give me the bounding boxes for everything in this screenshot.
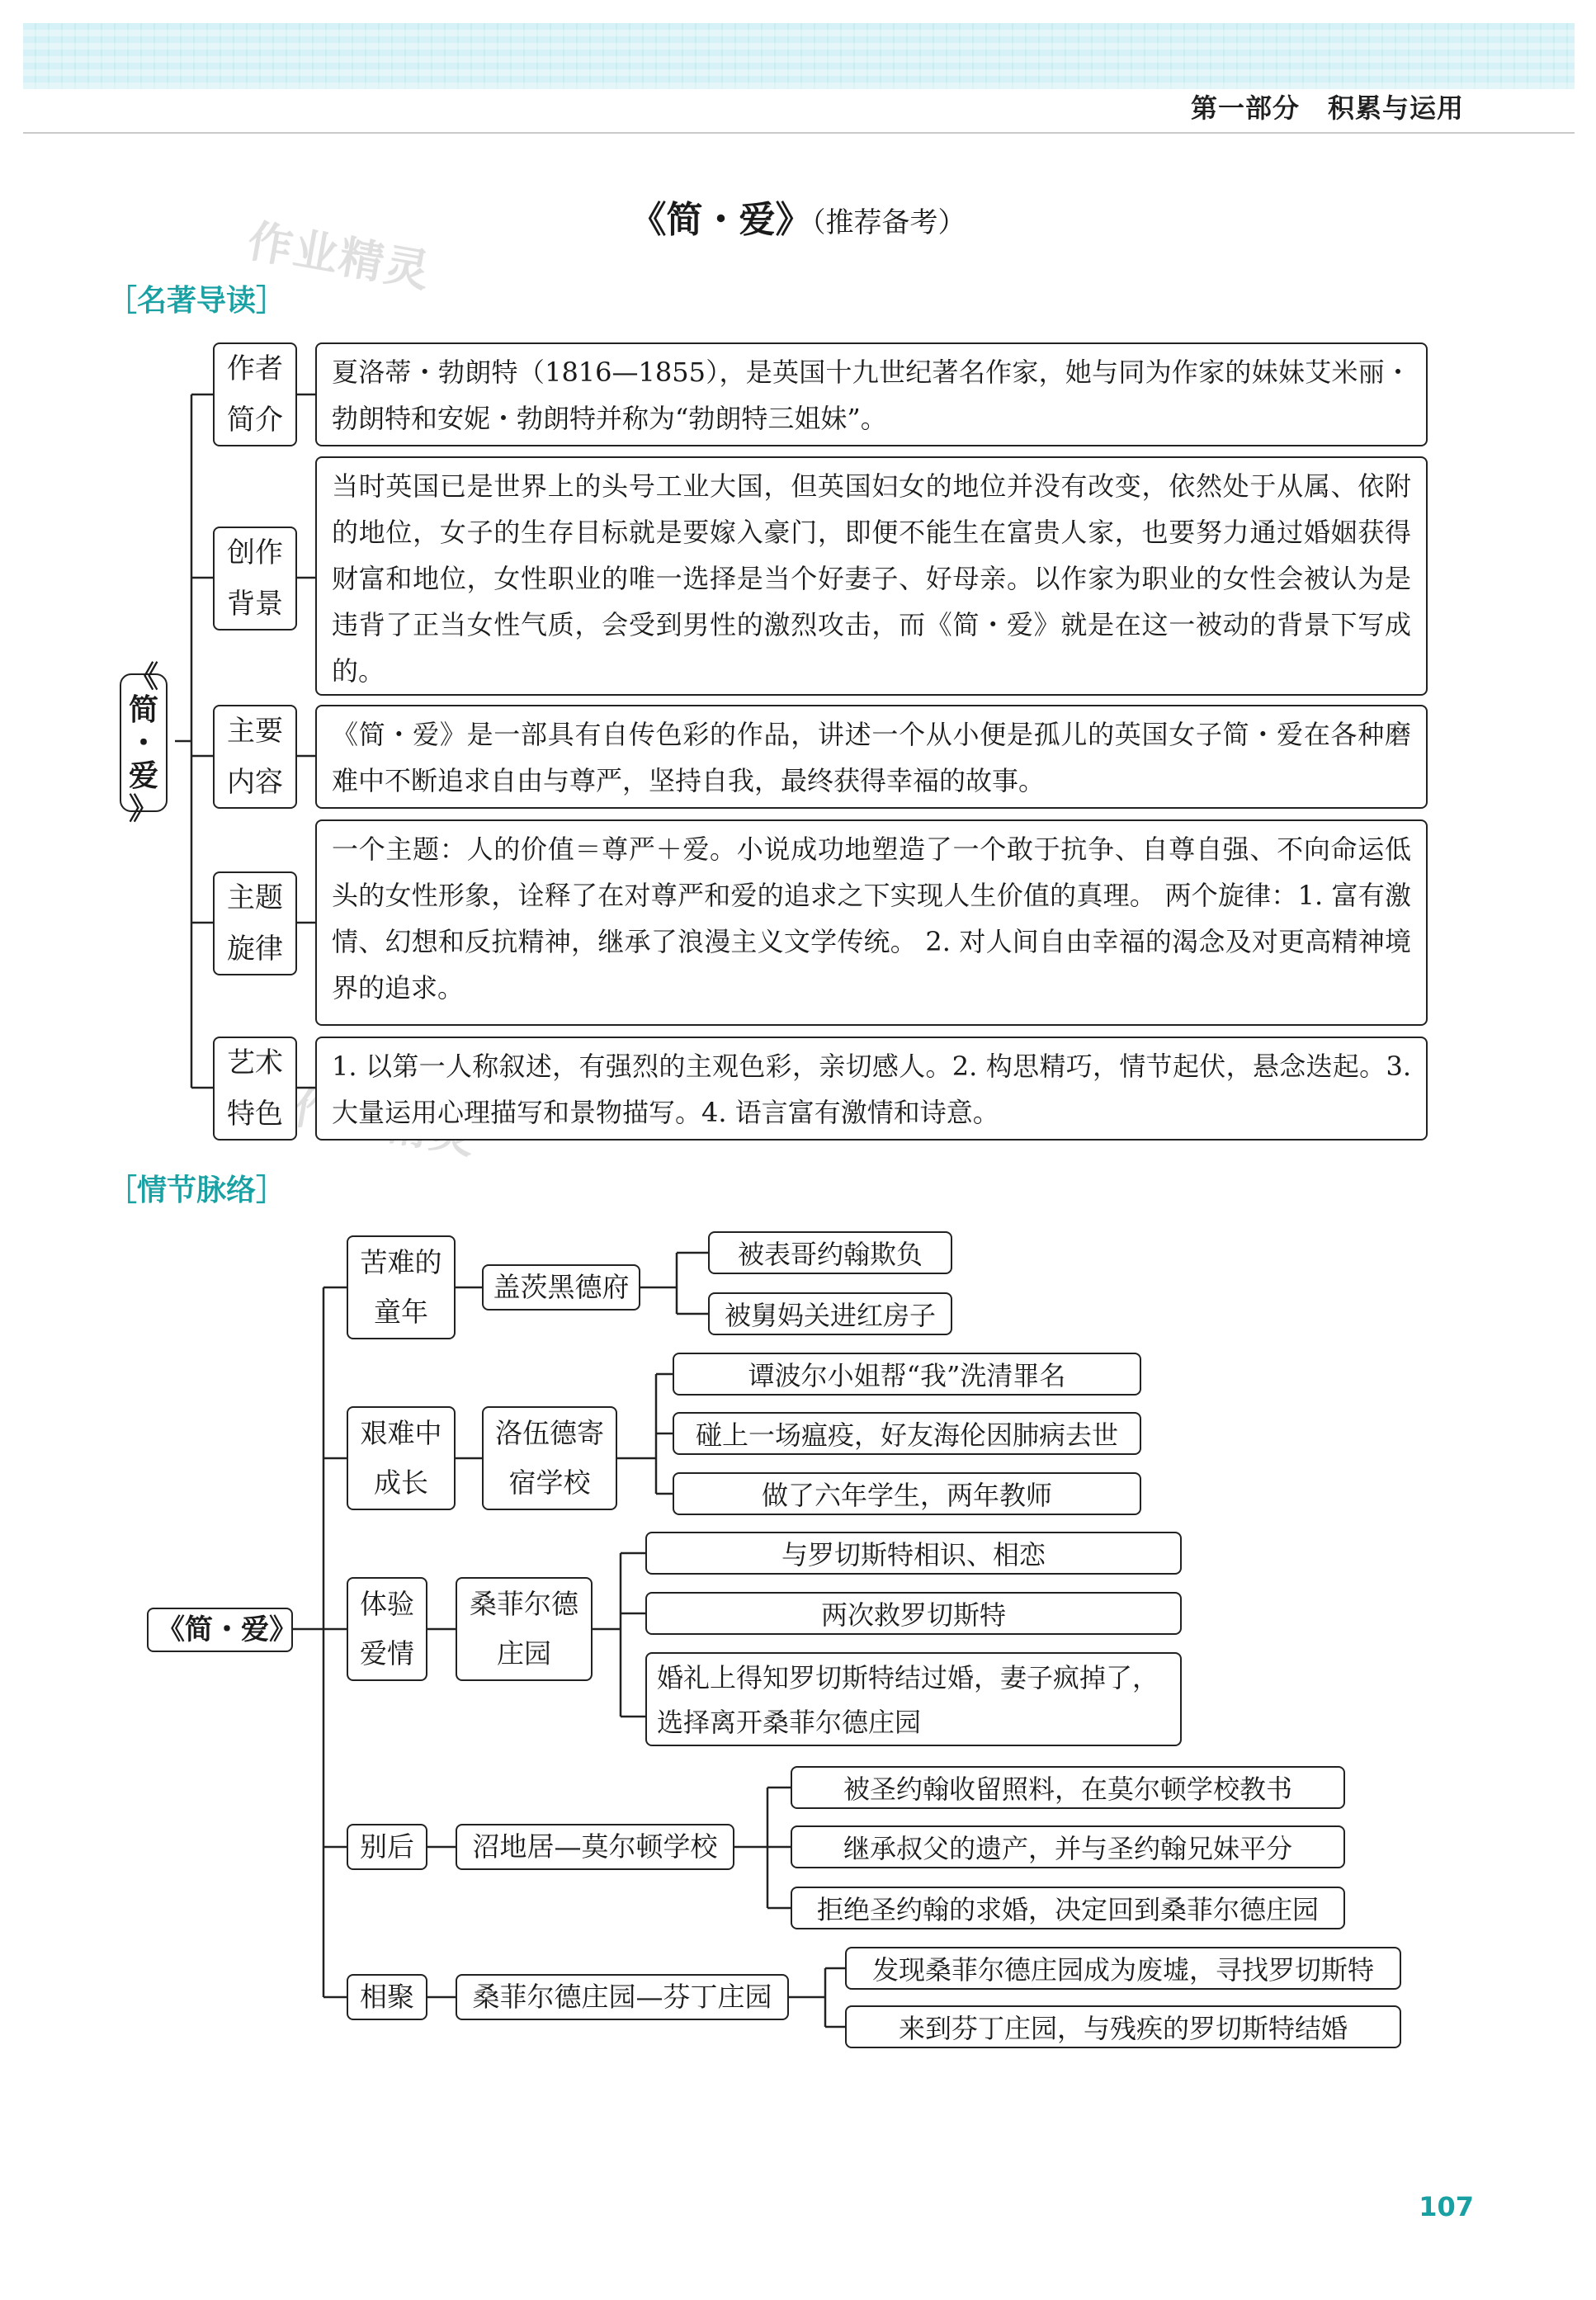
plot-place-lowood: 洛伍德寄宿学校 (482, 1406, 617, 1510)
guide-label-content: 主要内容 (213, 705, 297, 809)
plot-stage-reunion: 相聚 (347, 1974, 427, 2020)
plot-place-thornfield: 桑菲尔德庄园 (456, 1577, 593, 1681)
page-number: 107 (1419, 2191, 1474, 2222)
title-sub: （推荐备考） (811, 206, 966, 239)
title-main: 《简・爱》 (630, 199, 812, 241)
guide-root-char-2: 简 (128, 692, 158, 727)
section-label: 积累与运用 (1327, 92, 1464, 124)
guide-root-char-1: 《 (128, 659, 158, 694)
plot-label: ［情节脉络］ (107, 1174, 286, 1207)
plot-event-1-2: 被舅妈关进红房子 (708, 1292, 952, 1335)
guide-text-content: 《简・爱》是一部具有自传色彩的作品，讲述一个从小便是孤儿的英国女子简・爱在各种磨难中不断追求自由与尊严，坚持自我，最终获得幸福的故事。 (315, 705, 1428, 809)
plot-event-4-1: 被圣约翰收留照料，在莫尔顿学校教书 (791, 1766, 1345, 1809)
guide-label-art: 艺术特色 (213, 1037, 297, 1141)
watermark-1: 作业精灵 (243, 214, 436, 298)
plot-event-3-2: 两次救罗切斯特 (645, 1592, 1182, 1635)
guide-label-author: 作者简介 (213, 342, 297, 446)
plot-event-2-1: 谭波尔小姐帮“我”洗清罪名 (673, 1353, 1141, 1396)
plot-event-3-3: 婚礼上得知罗切斯特结过婚，妻子疯掉了，选择离开桑菲尔德庄园 (645, 1652, 1182, 1746)
part-label: 第一部分 (1190, 92, 1300, 124)
plot-event-3-1: 与罗切斯特相识、相恋 (645, 1532, 1182, 1575)
plot-event-5-1: 发现桑菲尔德庄园成为废墟，寻找罗切斯特 (845, 1947, 1401, 1990)
plot-place-moor-house: 沼地居—莫尔顿学校 (456, 1824, 734, 1870)
plot-place-ferndean: 桑菲尔德庄园—芬丁庄园 (456, 1974, 789, 2020)
plot-stage-after: 别后 (347, 1824, 427, 1870)
plot-event-5-2: 来到芬丁庄园，与残疾的罗切斯特结婚 (845, 2005, 1401, 2048)
guide-label: ［名著导读］ (107, 284, 286, 318)
plot-stage-childhood: 苦难的童年 (347, 1235, 456, 1339)
plot-event-4-2: 继承叔父的遗产，并与圣约翰兄妹平分 (791, 1825, 1345, 1868)
guide-label-background: 创作背景 (213, 527, 297, 630)
plot-root: 《简・爱》 (147, 1608, 293, 1652)
guide-label-theme: 主题旋律 (213, 871, 297, 975)
guide-text-author: 夏洛蒂・勃朗特（1816—1855），是英国十九世纪著名作家，她与同为作家的妹妹艾米丽・勃朗特和安妮・勃朗特并称为“勃朗特三姐妹”。 (315, 342, 1428, 446)
plot-stage-love: 体验爱情 (347, 1577, 427, 1681)
guide-text-art: 1. 以第一人称叙述，有强烈的主观色彩，亲切感人。2. 构思精巧，情节起伏，悬念迭起。3. 大量运用心理描写和景物描写。4. 语言富有激情和诗意。 (315, 1037, 1428, 1141)
plot-event-2-2: 碰上一场瘟疫，好友海伦因肺病去世 (673, 1412, 1141, 1455)
plot-event-2-3: 做了六年学生，两年教师 (673, 1472, 1141, 1515)
guide-root-char-3: ・ (128, 725, 158, 760)
guide-text-theme: 一个主题：人的价值＝尊严＋爱。小说成功地塑造了一个敢于抗争、自尊自强、不向命运低头的女性形象，诠释了在对尊严和爱的追求之下实现人生价值的真理。 两个旋律：1. 富有激情、幻想和反抗精神，继承了浪漫主义文学传统。 2. 对人间自由幸福的渴念及对更高精神境界的追求。 (315, 819, 1428, 1026)
plot-place-gateshead: 盖茨黑德府 (482, 1264, 640, 1311)
guide-root-char-5: 》 (128, 791, 158, 826)
guide-root-char-4: 爱 (128, 758, 158, 793)
plot-stage-growing: 艰难中成长 (347, 1406, 456, 1510)
guide-text-background: 当时英国已是世界上的头号工业大国，但英国妇女的地位并没有改变，依然处于从属、依附的地位，女子的生存目标就是要嫁入豪门，即便不能生在富贵人家，也要努力通过婚姻获得财富和地位，女性职业的唯一选择是当个好妻子、好母亲。以作家为职业的女性会被认为是违背了正当女性气质，会受到男性的激烈攻击，而《简・爱》就是在这一被动的背景下写成的。 (315, 456, 1428, 696)
plot-event-4-3: 拒绝圣约翰的求婚，决定回到桑菲尔德庄园 (791, 1887, 1345, 1929)
plot-event-1-1: 被表哥约翰欺负 (708, 1231, 952, 1274)
